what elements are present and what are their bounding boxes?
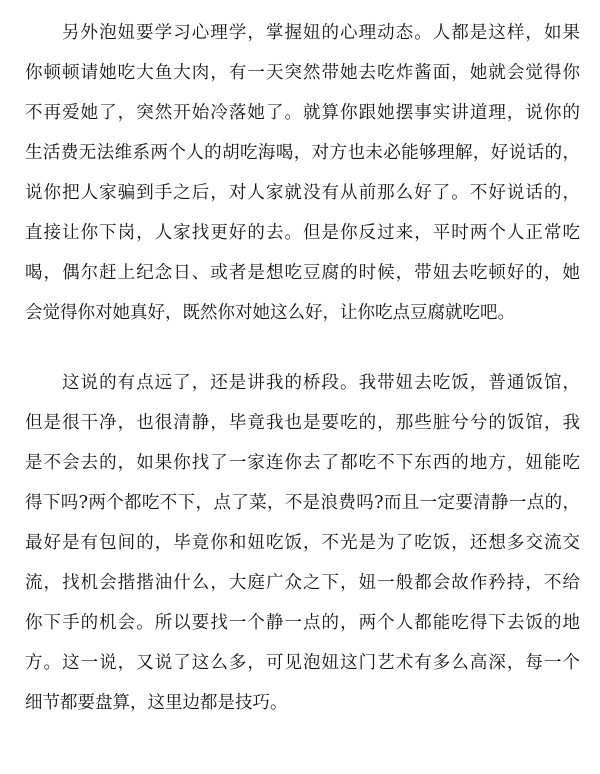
paragraph-2-line-2: 但是很干净，也很清静，毕竟我也是要吃的，那些脏兮兮的饭馆，我 [25,413,580,433]
paragraph-2-line-5: 最好是有包间的，毕竟你和妞吃饭，不光是为了吃饭，还想多交流交 [25,533,580,553]
paragraph-2-line-6: 流，找机会揩揩油什么，大庭广众之下，妞一般都会故作矜持，不给 [25,573,580,593]
paragraph-2-line-4: 得下吗?两个都吃不下，点了菜，不是浪费吗?而且一定要清静一点的， [25,493,580,513]
paragraph-2-line-1: 这说的有点远了，还是讲我的桥段。我带妞去吃饭，普通饭馆， [62,373,580,393]
paragraph-1-line-4: 生活费无法维系两个人的胡吃海喝，对方也未必能够理解，好说话的， [25,143,580,163]
paragraph-1-line-7: 喝，偶尔赶上纪念日、或者是想吃豆腐的时候，带妞去吃顿好的，她 [25,263,580,283]
paragraph-1-line-5: 说你把人家骗到手之后，对人家就没有从前那么好了。不好说话的， [25,183,580,203]
paragraph-1-line-2: 你顿顿请她吃大鱼大肉，有一天突然带她去吃炸酱面，她就会觉得你 [25,63,580,83]
paragraph-1-line-8: 会觉得你对她真好，既然你对她这么好，让你吃点豆腐就吃吧。 [25,303,515,323]
paragraph-2-line-8: 方。这一说，又说了这么多，可见泡妞这门艺术有多么高深，每一个 [25,653,580,673]
paragraph-1-line-3: 不再爱她了，突然开始冷落她了。就算你跟她摆事实讲道理，说你的 [25,103,580,123]
paragraph-1-line-6: 直接让你下岗，人家找更好的去。但是你反过来，平时两个人正常吃 [25,223,580,243]
paragraph-2-line-7: 你下手的机会。所以要找一个静一点的，两个人都能吃得下去饭的地 [25,613,580,633]
paragraph-2-line-9: 细节都要盘算，这里边都是技巧。 [25,693,288,713]
paragraph-2-line-3: 是不会去的，如果你找了一家连你去了都吃不下东西的地方，妞能吃 [25,453,580,473]
paragraph-1-line-1: 另外泡妞要学习心理学，掌握妞的心理动态。人都是这样，如果 [62,23,580,43]
